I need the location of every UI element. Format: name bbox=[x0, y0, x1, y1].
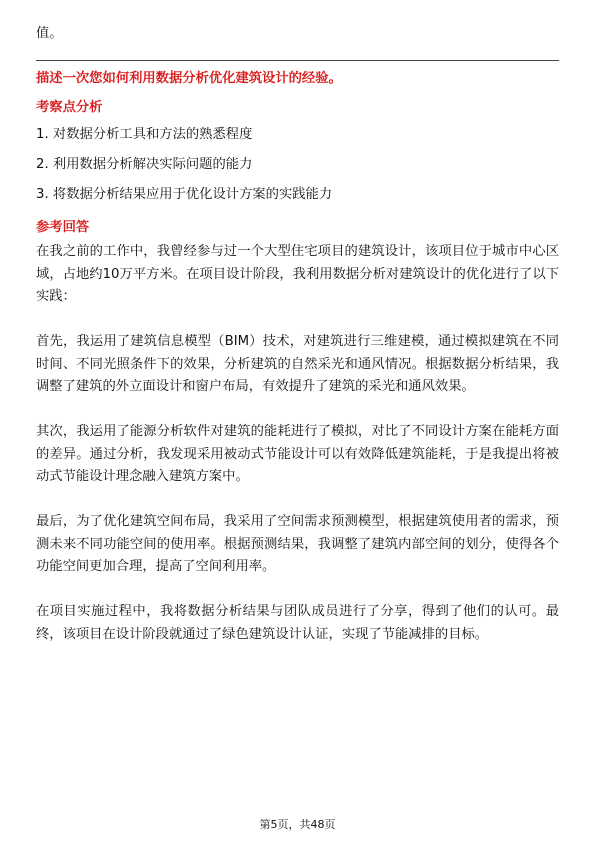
analysis-item: 3. 将数据分析结果应用于优化设计方案的实践能力 bbox=[36, 187, 333, 202]
answer-paragraph: 首先，我运用了建筑信息模型（BIM）技术，对建筑进行三维建模，通过模拟建筑在不同时间、不同光照条件下的效果，分析建筑的自然采光和通风情况。根据数据分析结果，我调整了建筑的外立面设计和窗户布局，有效提升了建筑的采光和通风效果。 bbox=[36, 334, 559, 394]
question-title: 描述一次您如何利用数据分析优化建筑设计的经验。 bbox=[36, 71, 342, 86]
answer-body bbox=[36, 241, 559, 669]
analysis-item: 1. 对数据分析工具和方法的熟悉程度 bbox=[36, 127, 253, 142]
answer-paragraph: 最后，为了优化建筑空间布局，我采用了空间需求预测模型，根据建筑使用者的需求，预测未来不同功能空间的使用率。根据预测结果，我调整了建筑内部空间的划分，使得各个功能空间更加合理，提高了空间利用率。 bbox=[36, 514, 559, 574]
page-number: 第5页，共48页 bbox=[259, 818, 336, 831]
analysis-item: 2. 利用数据分析解决实际问题的能力 bbox=[36, 157, 253, 172]
analysis-heading: 考察点分析 bbox=[36, 100, 103, 115]
answer-paragraph: 其次，我运用了能源分析软件对建筑的能耗进行了模拟，对比了不同设计方案在能耗方面的差异。通过分析，我发现采用被动式节能设计可以有效降低建筑能耗，于是我提出将被动式节能设计理念融入建筑方案中。 bbox=[36, 424, 559, 484]
answer-paragraph: 在我之前的工作中，我曾经参与过一个大型住宅项目的建筑设计，该项目位于城市中心区域，占地约10万平方米。在项目设计阶段，我利用数据分析对建筑设计的优化进行了以下实践： bbox=[36, 244, 559, 304]
continued-text: 值。 bbox=[36, 26, 63, 41]
section-divider bbox=[36, 60, 559, 61]
answer-paragraph: 在项目实施过程中，我将数据分析结果与团队成员进行了分享，得到了他们的认可。最终，该项目在设计阶段就通过了绿色建筑设计认证，实现了节能减排的目标。 bbox=[36, 604, 559, 642]
answer-heading: 参考回答 bbox=[36, 220, 90, 235]
analysis-list bbox=[36, 124, 332, 214]
